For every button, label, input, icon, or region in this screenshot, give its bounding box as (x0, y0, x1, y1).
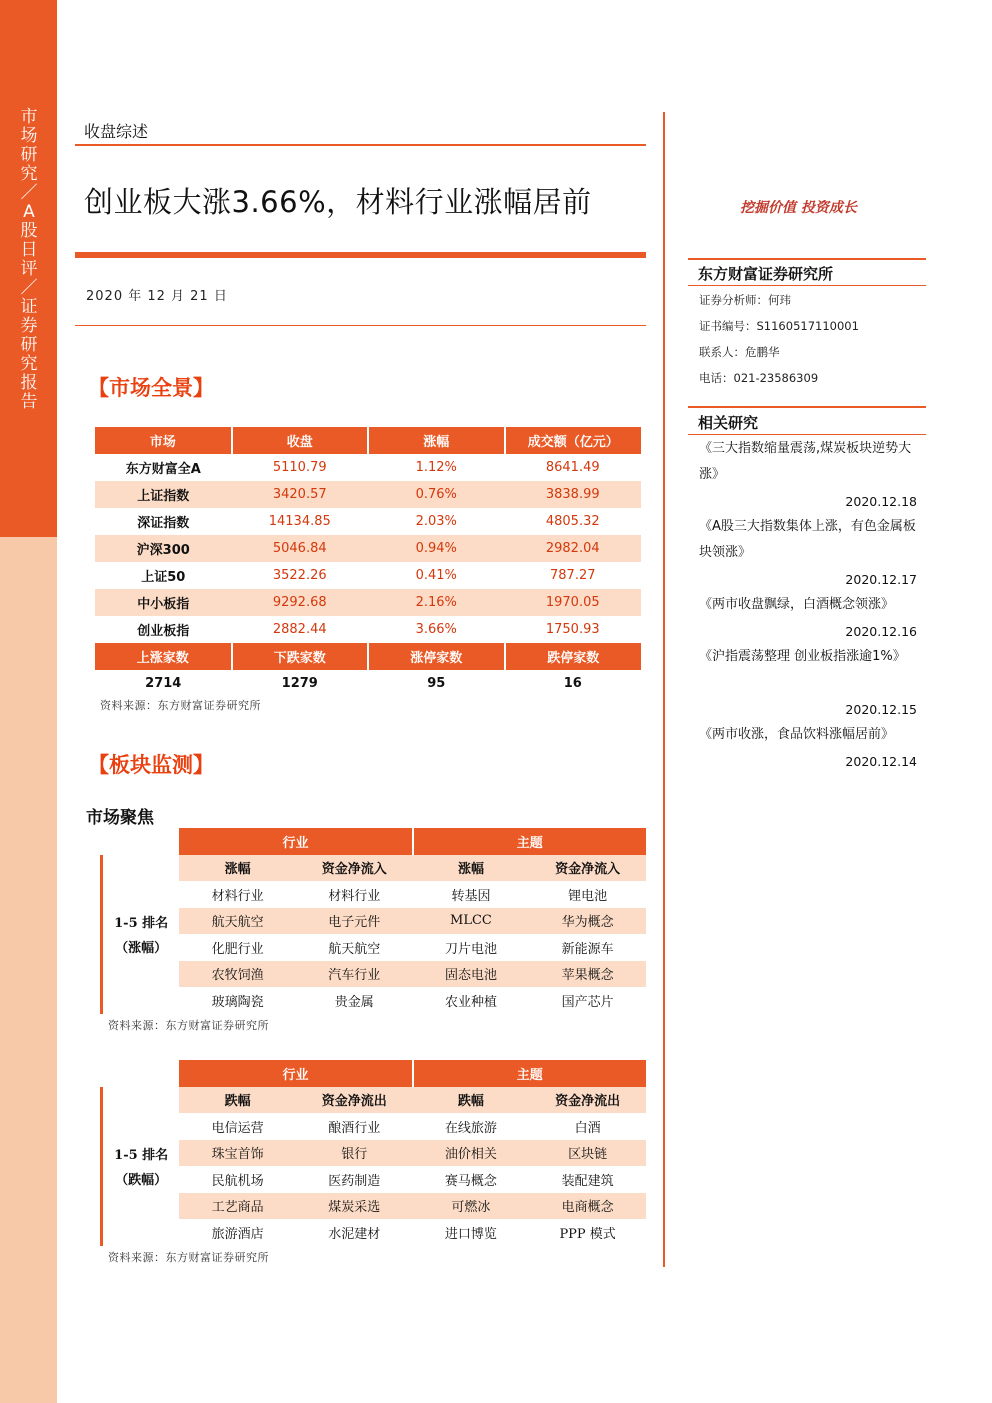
table-cell: PPP 模式 (559, 1226, 616, 1242)
index-close: 14134.85 (268, 514, 331, 529)
index-name: 创业板指 (137, 624, 190, 639)
table-header-row (102, 855, 647, 882)
index-close: 3522.26 (272, 568, 327, 583)
table-row (95, 535, 641, 562)
table-cell: 锂电池 (568, 888, 608, 904)
sector-subheading: 市场聚焦 (86, 808, 154, 828)
index-change: 0.94% (368, 535, 505, 562)
count-row (95, 670, 641, 697)
section-label: 收盘综述 (84, 122, 149, 141)
table-header-row (102, 1087, 647, 1114)
slogan: 挖掘价值 投资成长 (740, 200, 857, 216)
report-date: 2020 年 12 月 21 日 (86, 289, 228, 304)
column-header: 涨幅 (368, 427, 505, 454)
table-cell: 酿酒行业 (328, 1120, 381, 1136)
table-cell: 化肥行业 (211, 941, 264, 957)
table-cell: 珠宝首饰 (179, 1140, 296, 1167)
related-date: 2020.12.16 (845, 624, 917, 639)
index-close: 5110.79 (272, 460, 327, 475)
index-name: 上证50 (141, 570, 186, 585)
table-row (102, 1219, 647, 1246)
divider (688, 406, 926, 408)
column-header: 资金净流入 (529, 855, 646, 882)
table-cell: 旅游酒店 (211, 1226, 264, 1242)
table-cell: 银行 (296, 1140, 413, 1167)
source-note: 资料来源：东方财富证券研究所 (108, 1019, 269, 1032)
divider (688, 285, 926, 286)
count-value: 1279 (281, 676, 318, 691)
index-change: 2.03% (415, 514, 457, 529)
rank-label (102, 1087, 180, 1246)
institute-name: 东方财富证券研究所 (698, 265, 834, 283)
sidebar-label: 市场研究／A股日评／证券研究报告 (20, 107, 38, 412)
table-cell: 固态电池 (413, 961, 530, 988)
rank-label-line: 1-5 排名 (114, 1148, 169, 1163)
related-item[interactable]: 《A股三大指数集体上涨，有色金属板块领涨》 (699, 519, 916, 560)
column-header: 资金净流入 (296, 855, 413, 882)
table-cell: 区块链 (529, 1140, 646, 1167)
page-title: 创业板大涨3.66%，材料行业涨幅居前 (84, 185, 592, 219)
column-header: 资金净流出 (296, 1087, 413, 1114)
table-cell: 玻璃陶瓷 (211, 994, 264, 1010)
table-cell: 可燃冰 (413, 1193, 530, 1220)
sector-heading: 【板块监测】 (88, 752, 214, 777)
group-header: 主题 (413, 1060, 646, 1087)
rank-label-line: （跌幅） (115, 1173, 168, 1188)
table-header-row (95, 427, 641, 454)
table-cell: 国产芯片 (561, 994, 614, 1010)
table-header-row (102, 1060, 647, 1087)
related-date: 2020.12.18 (845, 494, 917, 509)
table-cell: 赛马概念 (444, 1173, 497, 1189)
table-row (95, 481, 641, 508)
sidebar-band-light (0, 537, 57, 1403)
related-title: 相关研究 (698, 414, 759, 432)
divider-thick (75, 252, 646, 258)
table-cell: 转基因 (451, 888, 491, 904)
index-volume: 1750.93 (545, 622, 600, 637)
index-volume: 4805.32 (545, 514, 600, 529)
table-cell: 油价相关 (413, 1140, 530, 1167)
table-cell: 白酒 (574, 1120, 601, 1136)
table-cell: 电商概念 (529, 1193, 646, 1220)
divider-thin (75, 325, 646, 326)
index-volume: 1970.05 (505, 589, 642, 616)
table-row (95, 562, 641, 589)
table-cell: 电信运营 (211, 1120, 264, 1136)
index-name: 上证指数 (95, 481, 232, 508)
divider (75, 144, 646, 146)
column-header: 资金净流出 (529, 1087, 646, 1114)
index-change: 2.16% (368, 589, 505, 616)
table-cell: 工艺商品 (179, 1193, 296, 1220)
index-change: 0.76% (368, 481, 505, 508)
table-row (102, 961, 647, 988)
count-header-row (95, 643, 641, 670)
table-cell: 航天航空 (179, 908, 296, 935)
corner-cell (102, 828, 180, 855)
table-cell: 材料行业 (328, 888, 381, 904)
index-volume: 3838.99 (505, 481, 642, 508)
index-close: 9292.68 (232, 589, 369, 616)
column-header: 市场 (95, 427, 232, 454)
related-item[interactable]: 《沪指震荡整理 创业板指涨逾1%》 (699, 649, 906, 664)
related-date: 2020.12.17 (845, 572, 917, 587)
index-volume: 8641.49 (545, 460, 600, 475)
table-cell: 农业种植 (444, 994, 497, 1010)
source-note: 资料来源：东方财富证券研究所 (108, 1251, 269, 1264)
market-table (95, 427, 641, 697)
table-cell: 汽车行业 (296, 961, 413, 988)
table-header-row (102, 828, 647, 855)
count-value: 2714 (145, 676, 182, 691)
table-row (102, 1113, 647, 1140)
table-row (102, 1166, 647, 1193)
table-cell: 新能源车 (561, 941, 614, 957)
related-item[interactable]: 《三大指数缩量震荡,煤炭板块逆势大涨》 (699, 441, 912, 482)
table-cell: 在线旅游 (444, 1120, 497, 1136)
index-change: 3.66% (415, 622, 457, 637)
index-name: 中小板指 (95, 589, 232, 616)
divider (688, 258, 926, 260)
analyst: 证券分析师：何玮 (699, 293, 791, 307)
table-row (95, 616, 641, 643)
contact: 联系人：危鹏华 (699, 345, 780, 359)
table-cell: 贵金属 (334, 994, 374, 1010)
rank-label (102, 855, 180, 1014)
index-volume: 2982.04 (505, 535, 642, 562)
table-cell: 煤炭采选 (296, 1193, 413, 1220)
gain-table (100, 828, 646, 1014)
table-row (102, 934, 647, 961)
cert-number: 证书编号：S1160517110001 (699, 319, 859, 333)
divider (688, 434, 926, 435)
count-header: 下跌家数 (232, 643, 369, 670)
index-close: 2882.44 (272, 622, 327, 637)
index-name: 沪深300 (95, 535, 232, 562)
count-header: 上涨家数 (95, 643, 232, 670)
count-header: 跌停家数 (505, 643, 642, 670)
index-close: 5046.84 (232, 535, 369, 562)
table-cell: 水泥建材 (328, 1226, 381, 1242)
table-row (102, 1140, 647, 1167)
group-header: 主题 (413, 828, 646, 855)
table-cell: 进口博览 (444, 1226, 497, 1242)
column-header: 涨幅 (179, 855, 296, 882)
table-cell: 华为概念 (529, 908, 646, 935)
table-row (95, 589, 641, 616)
table-row (102, 1193, 647, 1220)
table-row (102, 881, 647, 908)
market-heading: 【市场全景】 (88, 375, 214, 400)
rank-label-line: 1-5 排名 (114, 916, 169, 931)
table-row (102, 908, 647, 935)
column-divider (663, 112, 665, 1267)
index-change: 1.12% (415, 460, 457, 475)
corner-cell (102, 1060, 180, 1087)
table-row (95, 508, 641, 535)
table-cell: 装配建筑 (561, 1173, 614, 1189)
index-name: 东方财富全A (125, 462, 201, 477)
table-cell: 刀片电池 (444, 941, 497, 957)
column-header: 涨幅 (413, 855, 530, 882)
table-cell: 农牧饲渔 (179, 961, 296, 988)
group-header: 行业 (179, 828, 412, 855)
index-volume: 787.27 (550, 568, 596, 583)
source-note: 资料来源：东方财富证券研究所 (100, 699, 261, 712)
column-header: 跌幅 (413, 1087, 530, 1114)
count-header: 涨停家数 (368, 643, 505, 670)
column-header: 跌幅 (179, 1087, 296, 1114)
table-cell: MLCC (413, 908, 530, 935)
group-header: 行业 (179, 1060, 412, 1087)
count-value: 16 (563, 676, 582, 691)
related-item[interactable]: 《两市收盘飘绿，白酒概念领涨》 (699, 597, 895, 612)
index-name: 深证指数 (137, 516, 190, 531)
table-row (102, 987, 647, 1014)
column-header: 成交额（亿元） (505, 427, 642, 454)
table-row (95, 454, 641, 481)
table-cell: 医药制造 (328, 1173, 381, 1189)
phone: 电话：021-23586309 (699, 371, 819, 385)
table-cell: 苹果概念 (529, 961, 646, 988)
table-cell: 材料行业 (211, 888, 264, 904)
table-cell: 航天航空 (328, 941, 381, 957)
related-item[interactable]: 《两市收涨，食品饮料涨幅居前》 (699, 727, 895, 742)
loss-table (100, 1060, 646, 1246)
related-date: 2020.12.14 (845, 754, 917, 769)
table-cell: 电子元件 (296, 908, 413, 935)
related-date: 2020.12.15 (845, 702, 917, 717)
rank-label-line: （涨幅） (115, 941, 168, 956)
index-close: 3420.57 (232, 481, 369, 508)
index-change: 0.41% (415, 568, 457, 583)
table-cell: 民航机场 (211, 1173, 264, 1189)
column-header: 收盘 (232, 427, 369, 454)
count-value: 95 (427, 676, 446, 691)
